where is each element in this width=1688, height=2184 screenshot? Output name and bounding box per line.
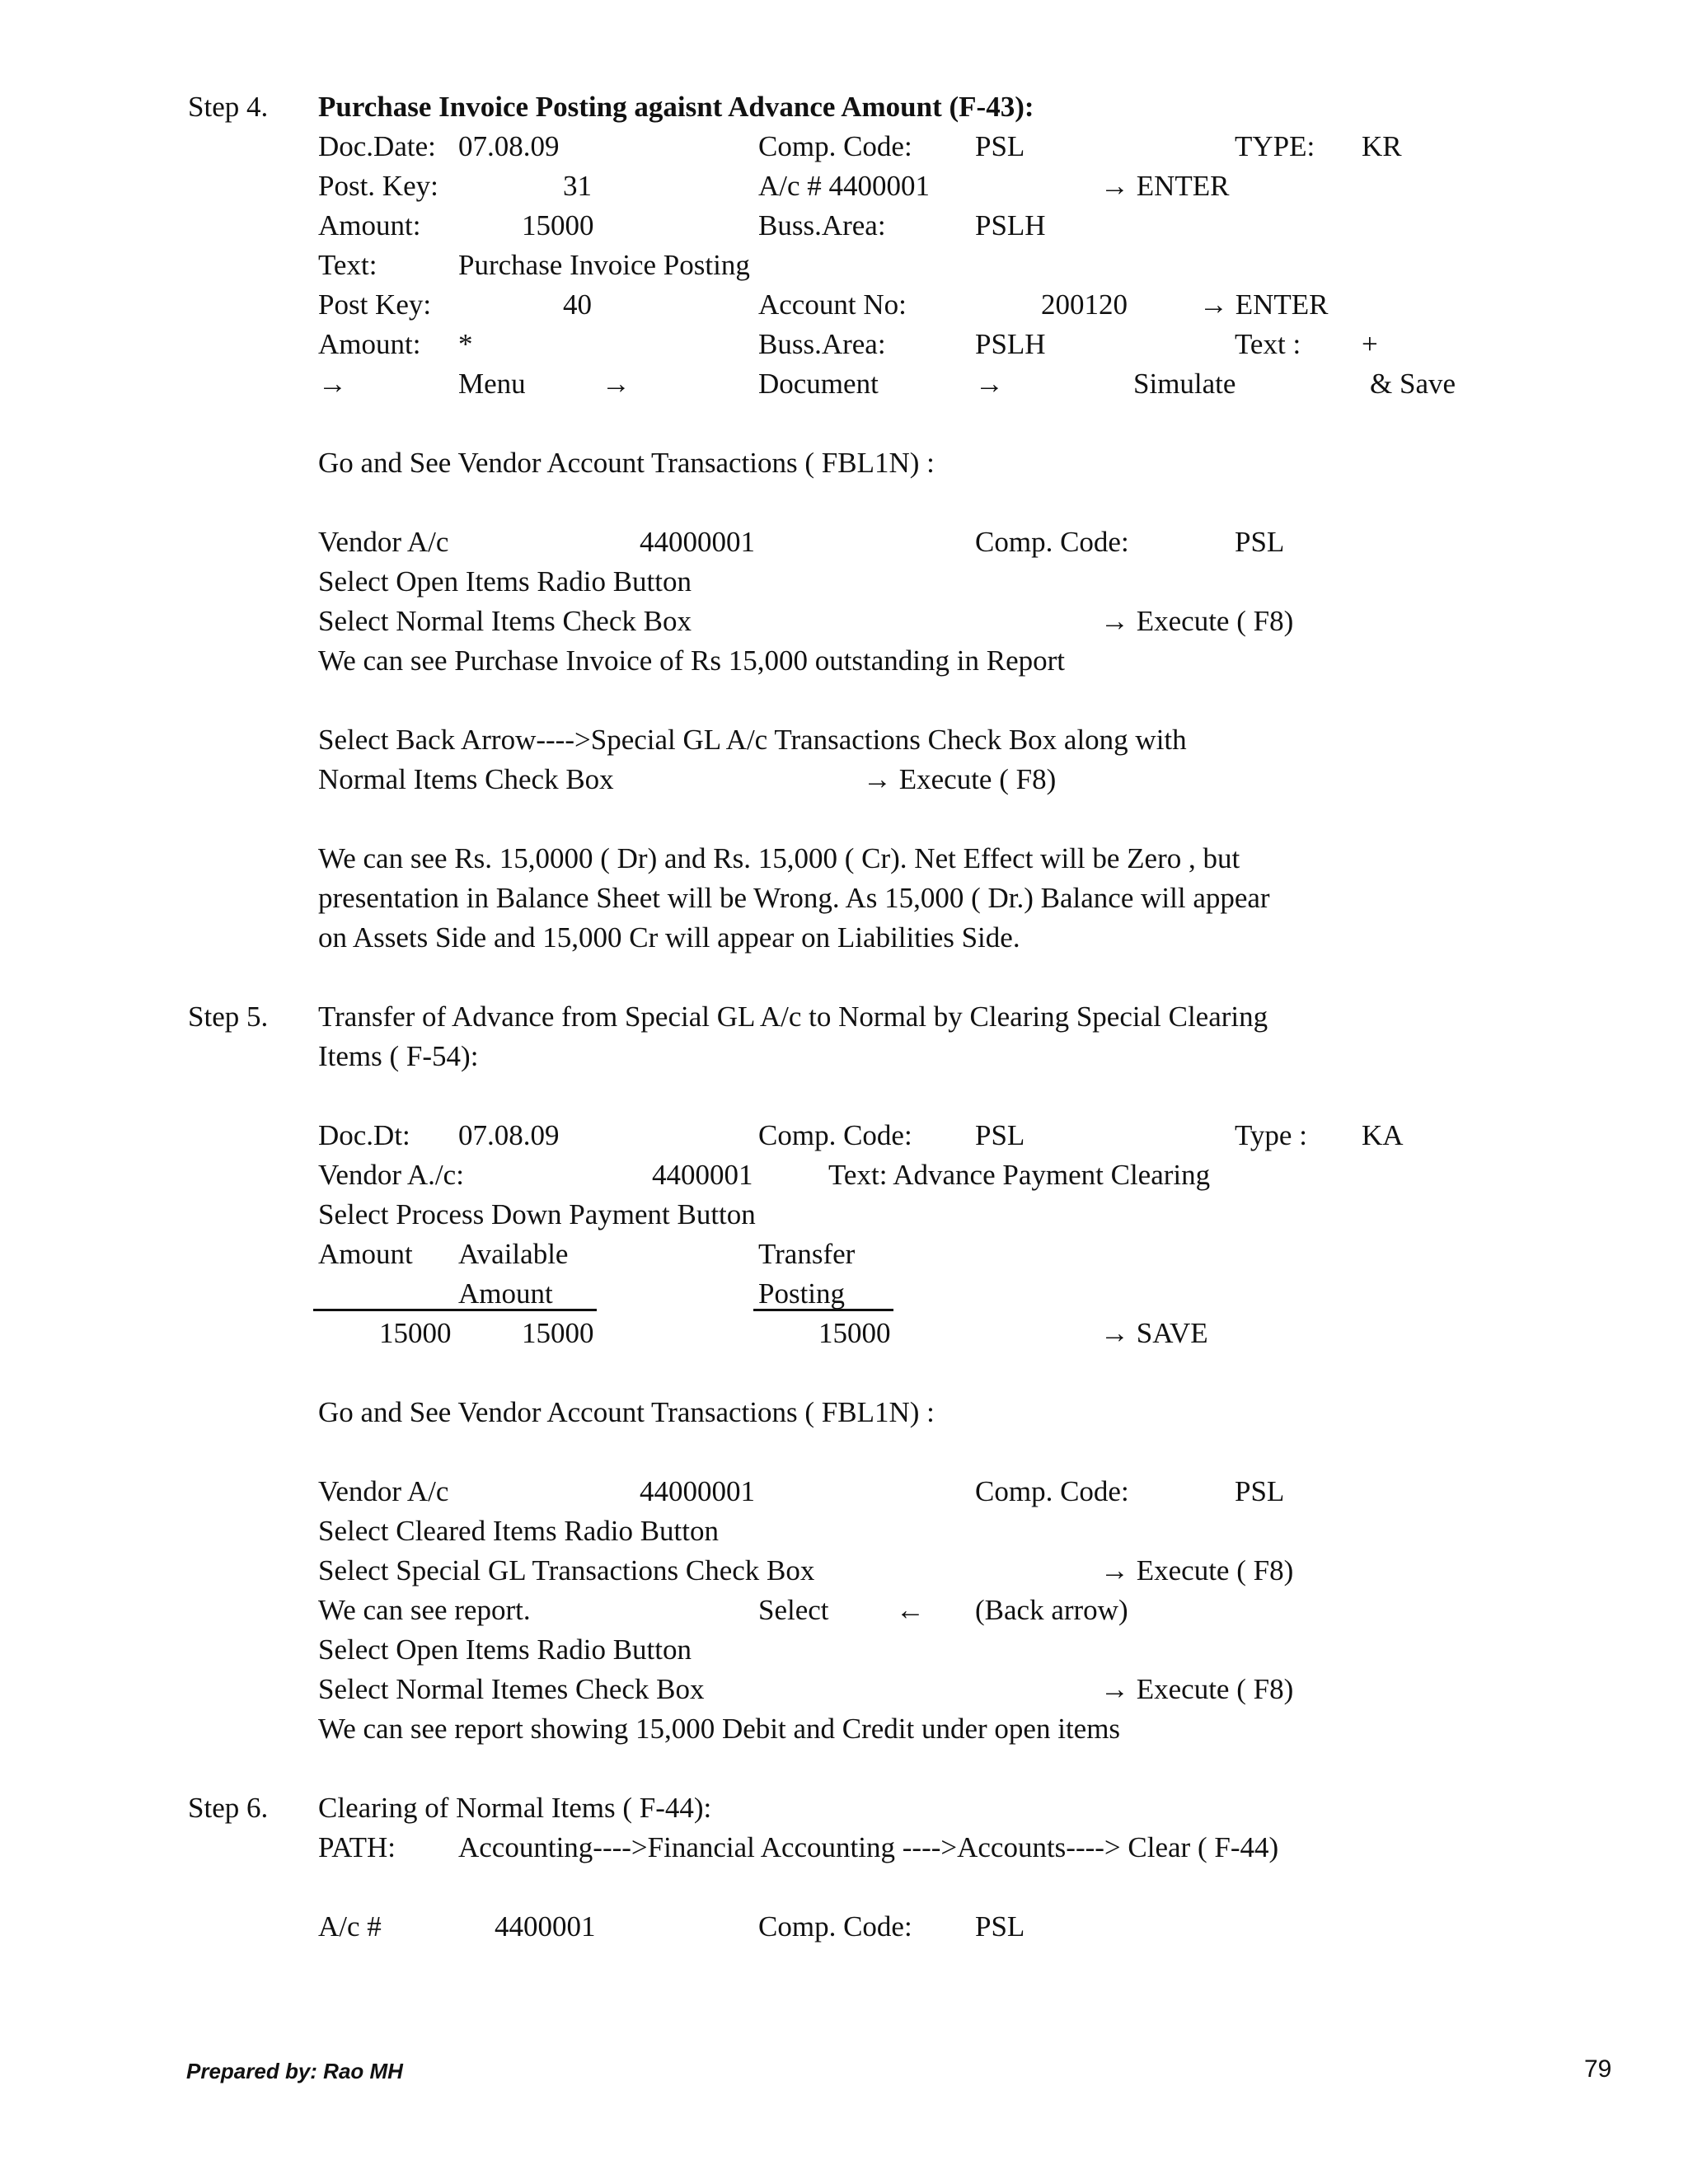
menu-path-item: & Save (1370, 368, 1456, 400)
column-header: Posting (758, 1277, 846, 1310)
text-value: Text: Advance Payment Clearing (828, 1159, 1211, 1191)
type-value: KA (1362, 1119, 1404, 1151)
vendor-value: 44000001 (640, 1475, 755, 1507)
path-label: PATH: (318, 1831, 396, 1863)
doc-date-value: 07.08.09 (458, 1119, 560, 1151)
amount-label: Amount: (318, 209, 421, 241)
table-cell: 15000 (379, 1317, 452, 1349)
buss-area-label: Buss.Area: (758, 328, 886, 360)
comp-code-label: Comp. Code: (975, 1475, 1129, 1507)
execute-instruction: → Execute ( F8) (1100, 1673, 1294, 1705)
text-label: Text: (318, 249, 377, 281)
save-instruction: → SAVE (1100, 1317, 1208, 1349)
path-value: Accounting---->Financial Accounting ---->Accounts----> Clear ( F-44) (458, 1831, 1279, 1863)
comp-code-label: Comp. Code: (758, 130, 912, 162)
column-header: Amount (318, 1238, 413, 1270)
instruction-line: Select Normal Itemes Check Box (318, 1673, 705, 1705)
instruction-line: (Back arrow) (975, 1594, 1128, 1626)
footer-author: Prepared by: Rao MH (186, 2059, 403, 2083)
comp-code-label: Comp. Code: (975, 526, 1129, 558)
account-value: 4400001 (495, 1910, 596, 1943)
text-label: Text : (1235, 328, 1301, 360)
menu-path-item: Menu (458, 368, 526, 400)
paragraph-line: We can see Rs. 15,0000 ( Dr) and Rs. 15,000 ( Cr). Net Effect will be Zero , but (318, 842, 1240, 874)
text-value: + (1362, 328, 1378, 360)
enter-instruction: → ENTER (1100, 170, 1230, 202)
instruction-line: Select Special GL Transactions Check Box (318, 1554, 815, 1586)
step-title: Clearing of Normal Items ( F-44): (318, 1792, 712, 1824)
vendor-label: Vendor A./c: (318, 1159, 464, 1191)
comp-code-value: PSL (1235, 1475, 1285, 1507)
instruction-line: Select (758, 1594, 829, 1626)
step-label: Step 6. (188, 1792, 269, 1824)
buss-area-value: PSLH (975, 209, 1046, 241)
column-header: Amount (458, 1277, 553, 1310)
buss-area-value: PSLH (975, 328, 1046, 360)
amount-value: * (458, 328, 473, 360)
step-label: Step 5. (188, 1001, 269, 1033)
instruction-line: Select Back Arrow---->Special GL A/c Transactions Check Box along with (318, 724, 1187, 756)
account-no-value: 200120 (1041, 288, 1128, 321)
table-cell: 15000 (818, 1317, 891, 1349)
account-label: A/c # (318, 1910, 382, 1943)
amount-label: Amount: (318, 328, 421, 360)
vendor-value: 4400001 (652, 1159, 753, 1191)
doc-date-value: 07.08.09 (458, 130, 560, 162)
execute-instruction: → Execute ( F8) (1100, 605, 1294, 637)
arrow-right-icon: → (975, 368, 1004, 400)
type-label: Type : (1235, 1119, 1307, 1151)
instruction-line: Select Normal Items Check Box (318, 605, 692, 637)
comp-code-value: PSL (1235, 526, 1285, 558)
post-key-label: Post Key: (318, 288, 432, 321)
type-label: TYPE: (1235, 130, 1315, 162)
type-value: KR (1362, 130, 1402, 162)
execute-instruction: → Execute ( F8) (1100, 1554, 1294, 1586)
instruction-line: We can see report showing 15,000 Debit and Credit under open items (318, 1713, 1121, 1745)
column-header: Transfer (758, 1238, 856, 1270)
buss-area-label: Buss.Area: (758, 209, 886, 241)
post-key-value: 40 (563, 288, 592, 321)
step-label: Step 4. (188, 91, 269, 123)
instruction-line: We can see report. (318, 1594, 531, 1626)
section-heading: Go and See Vendor Account Transactions ( FBL1N) : (318, 1396, 935, 1428)
page-number: 79 (1584, 2055, 1612, 2083)
comp-code-label: Comp. Code: (758, 1119, 912, 1151)
menu-path-item: Document (758, 368, 879, 400)
amount-value: 15000 (522, 209, 594, 241)
step-title: Transfer of Advance from Special GL A/c to Normal by Clearing Special Clearing (318, 1001, 1268, 1033)
instruction-line: We can see Purchase Invoice of Rs 15,000 outstanding in Report (318, 644, 1066, 677)
execute-instruction: → Execute ( F8) (863, 763, 1057, 795)
enter-instruction: → ENTER (1199, 288, 1329, 321)
paragraph-line: presentation in Balance Sheet will be Wrong. As 15,000 ( Dr.) Balance will appear (318, 882, 1270, 914)
comp-code-value: PSL (975, 1910, 1025, 1943)
account-number: A/c # 4400001 (758, 170, 931, 202)
vendor-value: 44000001 (640, 526, 755, 558)
step-title: Items ( F-54): (318, 1040, 479, 1072)
comp-code-value: PSL (975, 130, 1025, 162)
instruction-line: Select Open Items Radio Button (318, 1633, 692, 1666)
text-value: Purchase Invoice Posting (458, 249, 750, 281)
instruction-line: Normal Items Check Box (318, 763, 614, 795)
paragraph-line: on Assets Side and 15,000 Cr will appear on Liabilities Side. (318, 921, 1020, 954)
post-key-label: Post. Key: (318, 170, 438, 202)
vendor-label: Vendor A/c (318, 1475, 449, 1507)
vendor-label: Vendor A/c (318, 526, 449, 558)
doc-date-label: Doc.Dt: (318, 1119, 410, 1151)
instruction-line: Select Process Down Payment Button (318, 1198, 756, 1230)
arrow-left-icon: ← (896, 1594, 925, 1626)
instruction-line: Select Cleared Items Radio Button (318, 1515, 720, 1547)
doc-date-label: Doc.Date: (318, 130, 436, 162)
comp-code-value: PSL (975, 1119, 1025, 1151)
step-title: Purchase Invoice Posting agaisnt Advance Amount (F-43): (318, 91, 1034, 123)
arrow-right-icon: → (318, 368, 347, 400)
arrow-right-icon: → (602, 368, 631, 400)
section-heading: Go and See Vendor Account Transactions ( FBL1N) : (318, 447, 935, 479)
column-header: Available (458, 1238, 569, 1270)
account-no-label: Account No: (758, 288, 907, 321)
post-key-value: 31 (563, 170, 592, 202)
comp-code-label: Comp. Code: (758, 1910, 912, 1943)
header-rule (313, 1309, 597, 1311)
instruction-line: Select Open Items Radio Button (318, 565, 692, 598)
table-cell: 15000 (522, 1317, 594, 1349)
header-rule (753, 1309, 893, 1311)
menu-path-item: Simulate (1133, 368, 1236, 400)
